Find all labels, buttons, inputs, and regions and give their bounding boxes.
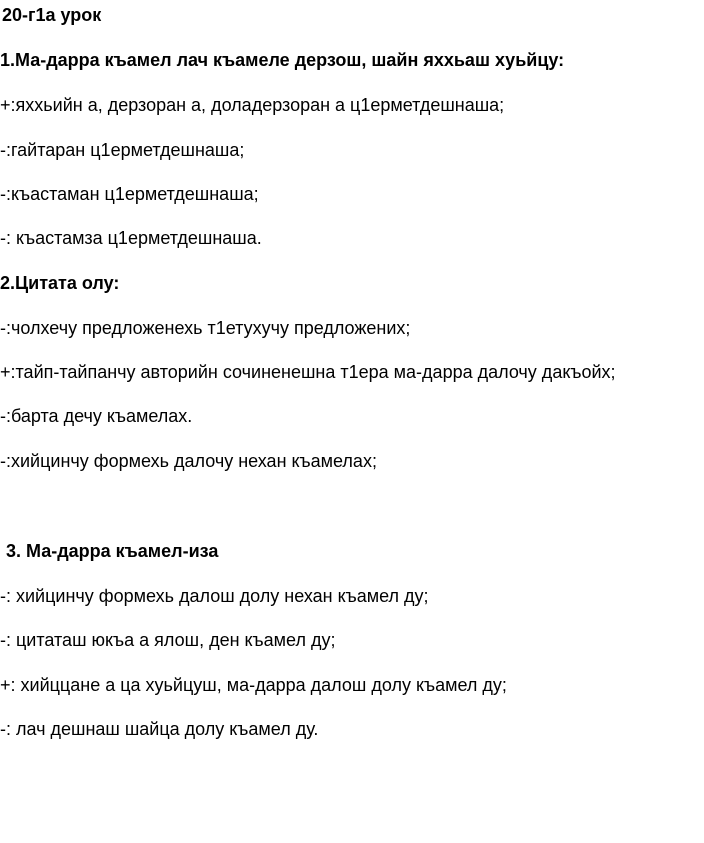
question-1-option: -: къастамза ц1ерметдешнаша. [0, 228, 262, 248]
lesson-title: 20-г1а урок [2, 5, 102, 25]
question-3-option: +: хийццане а ца хуьйцуш, ма-дарра далош долу къамел ду; [0, 675, 507, 695]
question-2-option: -:чолхечу предложенехь т1етухучу предложених; [0, 318, 411, 338]
question-3-heading: 3. Ма-дарра къамел-иза [6, 541, 219, 561]
question-2-option: +:тайп-тайпанчу авторийн сочиненешна т1ера ма-дарра далочу дакъойх; [0, 362, 616, 382]
question-2-heading: 2.Цитата олу: [0, 273, 120, 293]
question-1-heading: 1.Ма-дарра къамел лач къамеле дерзош, шайн яххьаш хуьйцу: [0, 50, 565, 70]
question-3-option: -: хийцинчу формехь далош долу нехан къамел ду; [0, 586, 429, 606]
question-2-option: -:барта дечу къамелах. [0, 406, 193, 426]
question-1-option: +:яххьийн а, дерзоран а, доладерзоран а ц1ерметдешнаша; [0, 95, 505, 115]
question-2-option: -:хийцинчу формехь далочу нехан къамелах; [0, 451, 377, 471]
question-1-option: -:гайтаран ц1ерметдешнаша; [0, 140, 245, 160]
question-3-option: -: цитаташ юкъа а ялош, ден къамел ду; [0, 630, 336, 650]
question-1-option: -:къастаман ц1ерметдешнаша; [0, 184, 259, 204]
question-3-option: -: лач дешнаш шайца долу къамел ду. [0, 719, 319, 739]
